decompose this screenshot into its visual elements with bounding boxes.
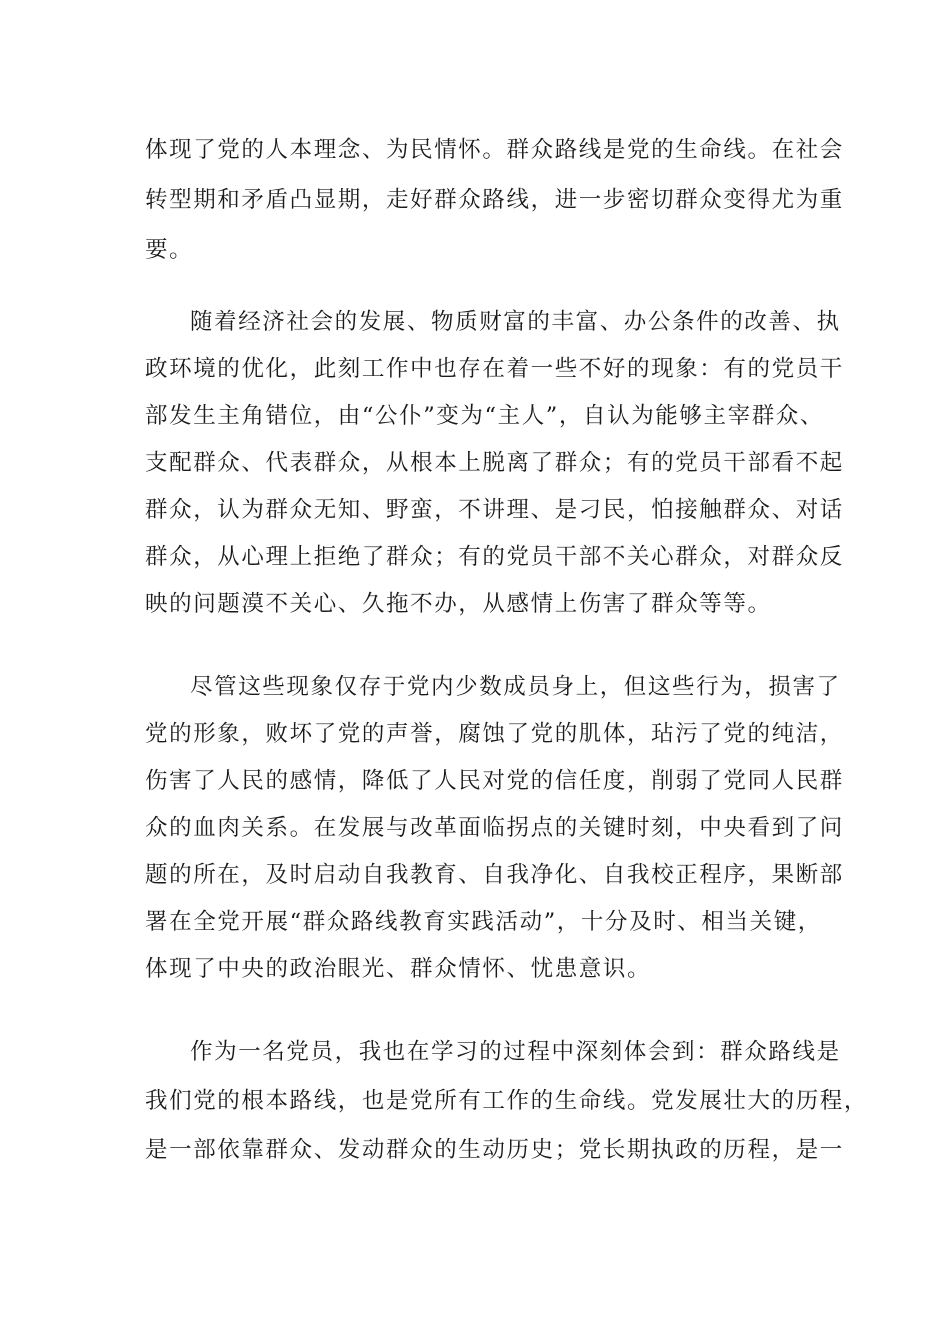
text-line: 要。 <box>145 237 194 263</box>
text-line: 题的所在，及时启动自我教育、自我净化、自我校正程序，果断部 <box>145 862 844 888</box>
text-line: 群众，从心理上拒绝了群众；有的党员干部不关心群众，对群众反 <box>145 544 844 570</box>
text-line: 体现了中央的政治眼光、群众情怀、忧患意识。 <box>145 956 652 982</box>
text-line: 伤害了人民的感情，降低了人民对党的信任度，削弱了党同人民群 <box>145 768 844 794</box>
text-line: 是一部依靠群众、发动群众的生动历史；党长期执政的历程，是一 <box>145 1137 844 1163</box>
text-line: 作为一名党员，我也在学习的过程中深刻体会到：群众路线是 <box>190 1039 841 1065</box>
text-line: 政环境的优化，此刻工作中也存在着一些不好的现象：有的党员干 <box>145 356 844 382</box>
text-line: 众的血肉关系。在发展与改革面临拐点的关键时刻，中央看到了问 <box>145 815 844 841</box>
text-line: 部发生主角错位，由“公仆”变为“主人”，自认为能够主宰群众、 <box>145 403 825 429</box>
text-line: 署在全党开展“群众路线教育实践活动”，十分及时、相当关键， <box>145 909 822 935</box>
text-line: 群众，认为群众无知、野蛮，不讲理、是刁民，怕接触群众、对话 <box>145 497 844 523</box>
text-line: 我们党的根本路线，也是党所有工作的生命线。党发展壮大的历程， <box>145 1088 869 1114</box>
text-line: 体现了党的人本理念、为民情怀。群众路线是党的生命线。在社会 <box>145 137 844 163</box>
text-line: 转型期和矛盾凸显期，走好群众路线，进一步密切群众变得尤为重 <box>145 187 844 213</box>
text-line: 支配群众、代表群众，从根本上脱离了群众；有的党员干部看不起 <box>145 450 844 476</box>
text-line: 随着经济社会的发展、物质财富的丰富、办公条件的改善、执 <box>190 309 841 335</box>
text-line: 映的问题漠不关心、久拖不办，从感情上伤害了群众等等。 <box>145 591 772 617</box>
text-line: 尽管这些现象仅存于党内少数成员身上，但这些行为，损害了 <box>190 674 841 700</box>
text-line: 党的形象，败坏了党的声誉，腐蚀了党的肌体，玷污了党的纯洁， <box>145 721 844 747</box>
